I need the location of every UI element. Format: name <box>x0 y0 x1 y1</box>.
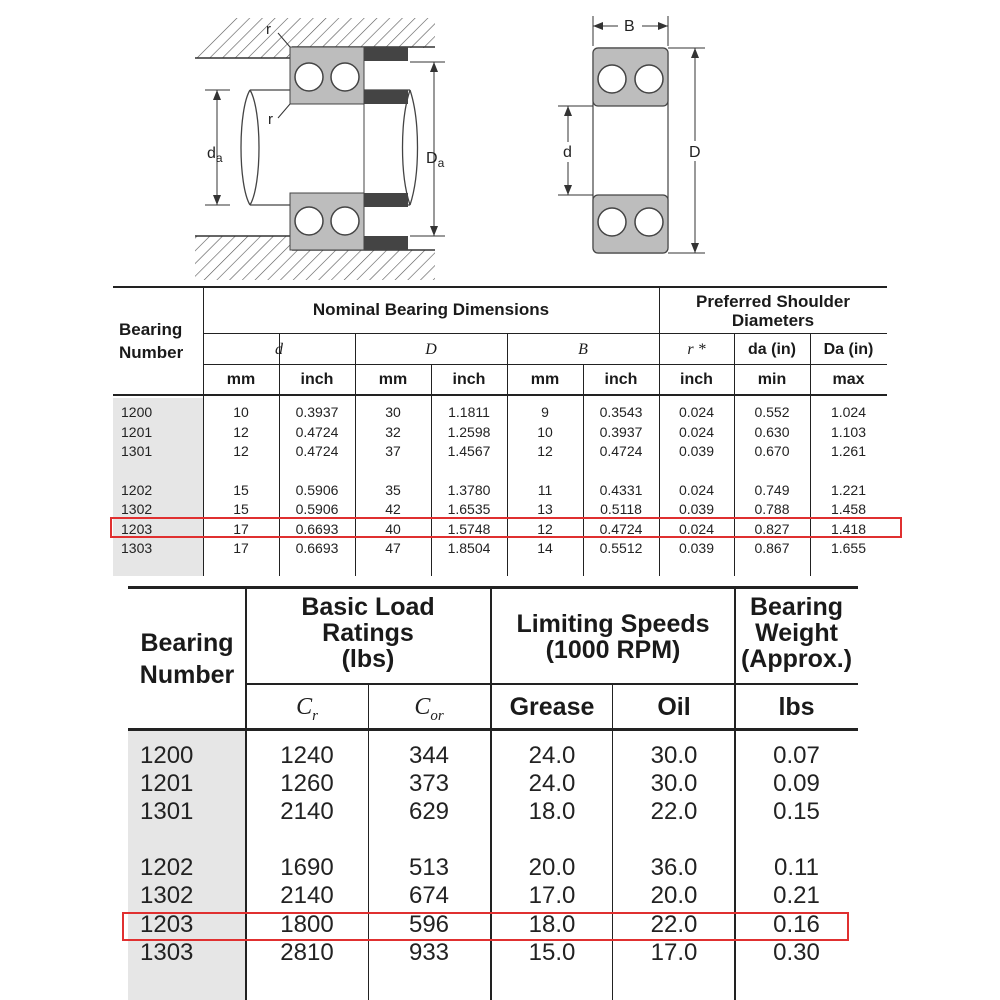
table-cell: 1.3780 <box>447 481 491 498</box>
table-cell: 15 <box>233 501 249 517</box>
limiting-speeds-header <box>491 611 735 663</box>
bearing-number-cell: 1301 <box>140 798 194 825</box>
standalone-bearing-drawing <box>558 16 706 253</box>
table-cell: 1.221 <box>830 481 867 498</box>
sub-header-oil: Oil <box>657 693 691 721</box>
table-cell: 0.024 <box>678 520 715 537</box>
table-cell: 11 <box>537 481 553 498</box>
table-cell: 0.11 <box>774 854 819 881</box>
table-cell: 0.6693 <box>295 540 339 556</box>
table-cell: 1260 <box>280 770 334 797</box>
basic-load-line2: Ratings <box>322 619 414 647</box>
cr-sub: r <box>312 707 318 724</box>
table-cell: 0.09 <box>773 770 820 797</box>
table-row <box>128 882 858 910</box>
sub-header-Da: Da (in) <box>823 341 874 358</box>
table-cell: 0.788 <box>754 501 790 517</box>
highlight-row-1203-load <box>122 912 849 941</box>
da-label <box>207 145 223 165</box>
table-cell: 0.16 <box>773 911 820 938</box>
table-cell: 20.0 <box>528 854 576 881</box>
bearing-number-cell: 1303 <box>121 540 153 556</box>
table-cell: 42 <box>385 501 401 517</box>
unit-cell: min <box>757 371 787 388</box>
unit-cell: inch <box>452 371 486 388</box>
sub-header-grease: Grease <box>509 693 595 721</box>
table-cell: 47 <box>385 540 401 556</box>
table-cell: 30.0 <box>650 770 698 797</box>
sub-header-r: r * <box>687 341 706 358</box>
bearing-number-cell: 1200 <box>121 404 153 420</box>
table-cell: 1.5748 <box>447 520 491 537</box>
table-cell: 0.024 <box>678 404 715 420</box>
sub-header-B: B <box>578 341 588 358</box>
cor-sub: or <box>430 707 444 724</box>
table-cell: 37 <box>385 443 401 459</box>
table-cell: 629 <box>408 798 450 825</box>
table-row <box>128 770 858 798</box>
table-cell: 0.3543 <box>599 404 643 420</box>
table-cell: 0.039 <box>678 540 715 556</box>
bearing-number-cell: 1203 <box>121 520 153 537</box>
sub-header-cr <box>246 694 368 725</box>
table-cell: 0.5906 <box>295 481 339 498</box>
unit-cell: inch <box>300 371 334 388</box>
limiting-speeds-line2: (1000 RPM) <box>545 636 681 664</box>
table-cell: 18.0 <box>528 798 576 825</box>
mounted-bearing-drawing <box>195 18 445 280</box>
sub-header-d: d <box>275 341 283 358</box>
table-cell: 0.3937 <box>295 404 339 420</box>
table-cell: 0.630 <box>754 423 790 440</box>
cor-main: C <box>414 694 431 720</box>
table-cell: 0.827 <box>754 520 790 537</box>
table-cell: 17.0 <box>650 939 698 966</box>
B-label: B <box>624 18 635 35</box>
bearing-number-cell: 1301 <box>121 443 153 459</box>
bearing-number-cell: 1303 <box>140 939 194 966</box>
table-row <box>128 939 858 967</box>
bearing-weight-line1: Bearing <box>749 593 844 621</box>
table-cell: 20.0 <box>650 882 698 909</box>
table-cell: 1.2598 <box>447 423 491 440</box>
bearing-weight-line2: Weight <box>755 619 838 647</box>
Da-label-sub: a <box>437 156 445 170</box>
table-cell: 2810 <box>280 939 334 966</box>
table-cell: 1.458 <box>830 501 867 517</box>
table-cell: 1800 <box>280 911 334 938</box>
table-cell: 1.261 <box>830 443 867 459</box>
bearing-diagram <box>0 0 1000 280</box>
table-cell: 17 <box>233 540 249 556</box>
unit-cell: max <box>832 371 865 388</box>
table-cell: 1.024 <box>830 404 867 420</box>
sub-header-D: D <box>425 341 437 358</box>
table-cell: 0.6693 <box>295 520 339 537</box>
table-cell: 0.670 <box>754 443 790 459</box>
shoulder-diameters-header: Preferred Shoulder Diameters <box>696 292 850 330</box>
unit-cell: inch <box>604 371 638 388</box>
basic-load-line1: Basic Load <box>301 593 435 621</box>
table-cell: 1690 <box>280 854 334 881</box>
table-cell: 0.30 <box>773 939 820 966</box>
table-cell: 1.8504 <box>447 540 491 556</box>
table-row <box>128 742 858 770</box>
table-cell: 36.0 <box>650 854 698 881</box>
table-row <box>113 403 887 423</box>
da-label-sub: a <box>215 151 223 165</box>
unit-cell: mm <box>378 371 408 388</box>
bearing-weight-header <box>735 594 858 672</box>
table-cell: 32 <box>385 423 401 440</box>
r-label-top: r <box>266 21 271 38</box>
table-cell: 22.0 <box>650 911 698 938</box>
table-cell: 0.024 <box>678 423 715 440</box>
table-cell: 1.4567 <box>447 443 491 459</box>
table-row <box>128 798 858 826</box>
bearing-number-cell: 1200 <box>140 742 194 769</box>
table-cell: 1.1811 <box>448 404 490 420</box>
table-cell: 0.15 <box>773 798 820 825</box>
table-cell: 1.418 <box>830 520 867 537</box>
unit-cell: mm <box>530 371 560 388</box>
table-cell: 933 <box>408 939 450 966</box>
bearing-number-cell: 1302 <box>121 501 153 517</box>
bearing-number-header-2 <box>132 627 242 691</box>
table-cell: 513 <box>408 854 450 881</box>
table-cell: 0.07 <box>773 742 820 769</box>
bearing-number-cell: 1201 <box>121 423 153 440</box>
Da-label-main: D <box>426 150 438 167</box>
table-cell: 0.552 <box>754 404 790 420</box>
highlight-row-1203-dimensions <box>110 517 902 538</box>
bearing-weight-line3: (Approx.) <box>740 645 853 673</box>
table-cell: 0.4724 <box>599 520 643 537</box>
sub-header-da: da (in) <box>748 341 796 358</box>
sub-header-lbs: lbs <box>778 693 815 721</box>
table-cell: 9 <box>541 404 549 420</box>
cr-main: C <box>296 694 313 720</box>
table-cell: 0.749 <box>754 481 790 498</box>
table-cell: 596 <box>408 911 450 938</box>
unit-cell: inch <box>680 371 713 388</box>
bearing-number-cell: 1302 <box>140 882 194 909</box>
table-cell: 0.4724 <box>295 423 339 440</box>
r-label-mid: r <box>268 111 273 128</box>
bearing-number-cell: 1203 <box>140 911 194 938</box>
d-label: d <box>563 144 572 161</box>
bearing-number-header: Bearing Number <box>119 320 184 362</box>
table-cell: 24.0 <box>528 770 576 797</box>
table-cell: 1240 <box>280 742 334 769</box>
table-cell: 373 <box>408 770 450 797</box>
table-cell: 2140 <box>280 882 334 909</box>
bearing-number-cell: 1201 <box>140 770 194 797</box>
basic-load-header <box>246 594 490 672</box>
table-cell: 12 <box>233 423 249 440</box>
table-cell: 15 <box>233 481 249 498</box>
D-label: D <box>689 144 701 161</box>
table-cell: 1.6535 <box>447 501 491 517</box>
table-cell: 0.039 <box>678 501 715 517</box>
Da-label <box>426 150 445 170</box>
table-cell: 12 <box>233 443 249 459</box>
table-cell: 13 <box>537 501 553 517</box>
table-cell: 30.0 <box>650 742 698 769</box>
table-cell: 0.4331 <box>599 481 643 498</box>
table-cell: 18.0 <box>528 911 576 938</box>
table-row <box>128 854 858 882</box>
bearing-number-line1: Bearing <box>140 629 234 657</box>
table-cell: 40 <box>385 520 401 537</box>
table-cell: 0.4724 <box>295 443 339 459</box>
table-cell: 0.867 <box>754 540 790 556</box>
table-cell: 0.5906 <box>295 501 339 517</box>
limiting-speeds-line1: Limiting Speeds <box>516 610 710 638</box>
table-cell: 30 <box>385 404 401 420</box>
sub-header-cor <box>368 694 490 725</box>
nominal-dimensions-header: Nominal Bearing Dimensions <box>312 300 550 319</box>
table-cell: 0.21 <box>773 882 820 909</box>
table-cell: 2140 <box>280 798 334 825</box>
table-cell: 0.5512 <box>599 540 643 556</box>
table-cell: 35 <box>385 481 401 498</box>
table-cell: 17 <box>233 520 249 537</box>
table-cell: 0.039 <box>678 443 715 459</box>
table-row <box>113 539 887 559</box>
table-row <box>113 481 887 501</box>
table-cell: 10 <box>233 404 249 420</box>
table-cell: 17.0 <box>528 882 576 909</box>
table-cell: 14 <box>537 540 553 556</box>
bearing-number-cell: 1202 <box>140 854 194 881</box>
basic-load-line3: (lbs) <box>341 645 395 673</box>
table-row <box>113 423 887 443</box>
table-cell: 1.655 <box>830 540 867 556</box>
da-label-main: d <box>207 145 216 162</box>
table-cell: 12 <box>537 443 553 459</box>
bearing-number-cell: 1202 <box>121 481 153 498</box>
table-cell: 24.0 <box>528 742 576 769</box>
table-cell: 10 <box>537 423 553 440</box>
table-cell: 674 <box>408 882 450 909</box>
table-cell: 12 <box>537 520 553 537</box>
table-cell: 0.024 <box>678 481 715 498</box>
table-cell: 15.0 <box>528 939 576 966</box>
table-cell: 0.4724 <box>599 443 643 459</box>
table-cell: 22.0 <box>650 798 698 825</box>
unit-cell: mm <box>226 371 256 388</box>
bearing-number-line2: Number <box>139 661 235 689</box>
table-cell: 1.103 <box>830 423 867 440</box>
table-cell: 344 <box>408 742 450 769</box>
table-cell: 0.3937 <box>599 423 643 440</box>
table-cell: 0.5118 <box>600 501 642 517</box>
table-row <box>113 442 887 462</box>
